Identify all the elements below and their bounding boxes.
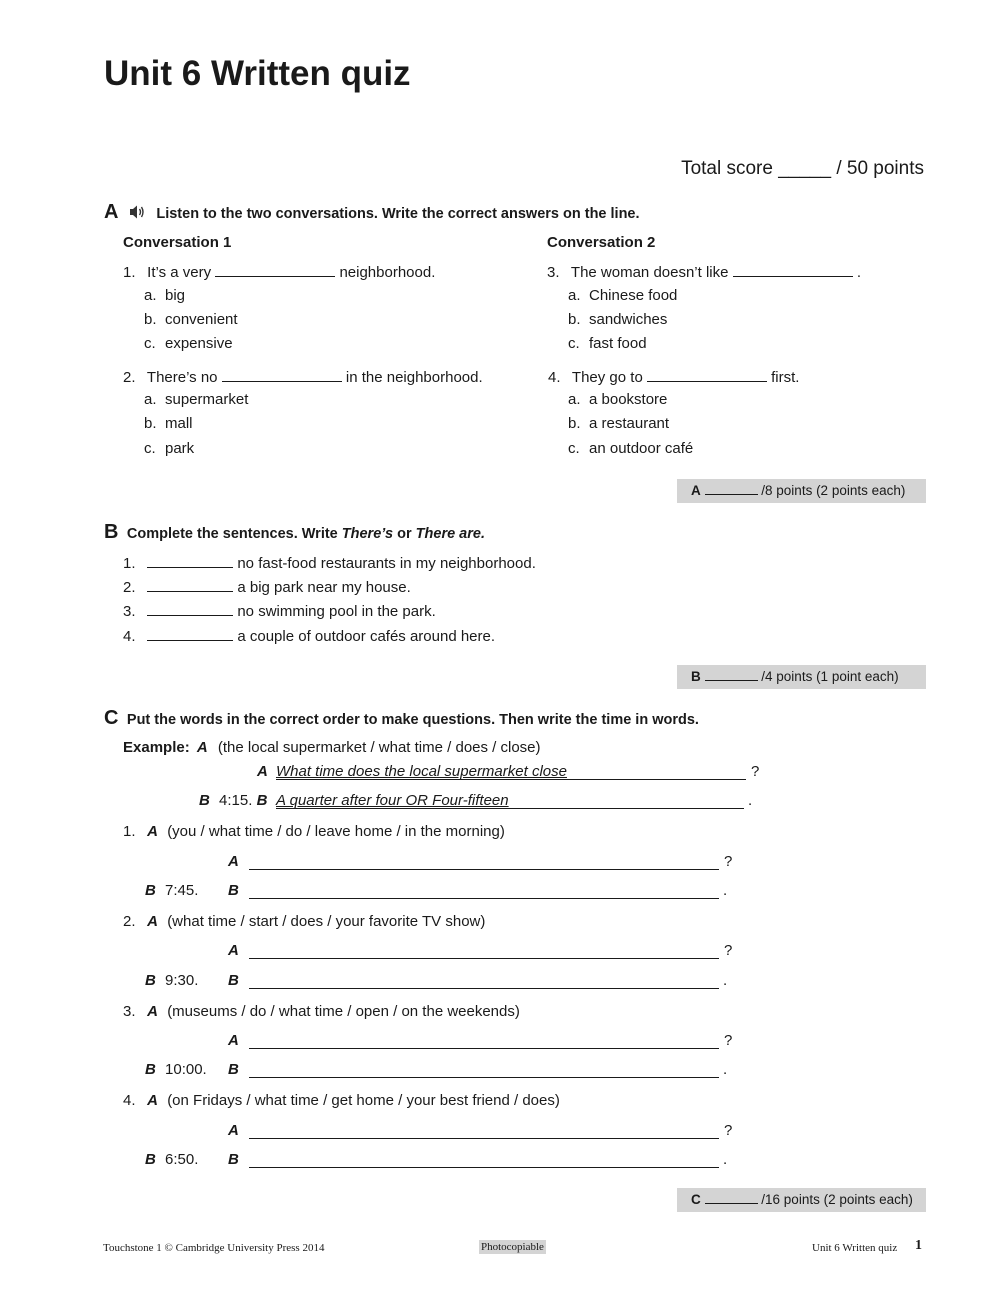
footer-unit: Unit 6 Written quiz: [812, 1242, 898, 1254]
option-b: b. sandwiches: [568, 311, 668, 328]
answer-line-b[interactable]: [249, 1167, 719, 1168]
question-text: .: [856, 264, 862, 281]
page-number: 1: [915, 1238, 922, 1253]
total-score: Total score _____ / 50 points: [681, 158, 924, 179]
score-blank[interactable]: [705, 480, 758, 495]
answer-blank[interactable]: [147, 626, 233, 641]
example-answer-a: A: [257, 763, 268, 780]
question-text: first.: [771, 369, 800, 386]
answer-b-time: B 9:30.: [145, 972, 199, 989]
question-text: There’s no: [146, 369, 218, 386]
option-a: a. Chinese food: [568, 287, 678, 304]
answer-b-label: B: [228, 1151, 239, 1168]
question-mark: ?: [724, 942, 733, 959]
question-mark: ?: [724, 853, 733, 870]
section-letter: B: [104, 521, 119, 543]
option-a: a. supermarket: [144, 391, 249, 408]
answer-line-b[interactable]: [249, 1077, 719, 1078]
question-2: [123, 367, 483, 386]
speaker-icon: [129, 204, 147, 225]
example-prompt: Example: A (the local supermarket / what time / does / close): [123, 739, 541, 756]
c-item-3-prompt: 3. A (museums / do / what time / open / on the weekends): [123, 1003, 520, 1020]
option-c: c. an outdoor café: [568, 440, 694, 457]
section-letter: A: [104, 201, 119, 223]
period: .: [748, 792, 753, 809]
answer-b-label: B: [228, 882, 239, 899]
answer-a-label: A: [228, 942, 239, 959]
section-a-score: A /8 points (2 points each): [677, 479, 926, 503]
option-c: c. fast food: [568, 335, 647, 352]
question-text: The woman doesn’t like: [570, 264, 729, 281]
question-number: 2.: [123, 369, 136, 386]
answer-a-label: A: [228, 1032, 239, 1049]
section-letter: C: [104, 707, 119, 729]
score-blank[interactable]: [705, 666, 758, 681]
answer-blank[interactable]: [147, 553, 233, 568]
answer-b-label: B: [228, 1061, 239, 1078]
option-a: a. big: [144, 287, 186, 304]
option-b: b. mall: [144, 415, 193, 432]
answer-b-time: B 7:45.: [145, 882, 199, 899]
answer-line-b[interactable]: [249, 988, 719, 989]
footer-photocopiable: Photocopiable: [481, 1241, 544, 1253]
answer-line: [276, 808, 744, 809]
answer-line: [276, 779, 746, 780]
question-mark: ?: [724, 1032, 733, 1049]
section-instruction: Listen to the two conversations. Write the correct answers on the line.: [156, 206, 640, 222]
section-c-score: C /16 points (2 points each): [677, 1188, 926, 1212]
footer-copyright: Touchstone 1 © Cambridge University Press 2014: [103, 1242, 325, 1254]
answer-blank[interactable]: [222, 367, 342, 382]
conversation-2-heading: Conversation 2: [547, 234, 656, 251]
page-title: Unit 6 Written quiz: [104, 54, 411, 93]
c-item-1-prompt: 1. A (you / what time / do / leave home / in the morning): [123, 823, 505, 840]
answer-blank[interactable]: [647, 367, 767, 382]
answer-b-time: B 6:50.: [145, 1151, 199, 1168]
answer-blank[interactable]: [147, 577, 233, 592]
section-b-score: B /4 points (1 point each): [677, 665, 926, 689]
question-text: in the neighborhood.: [345, 369, 483, 386]
answer-line-a[interactable]: [249, 1048, 719, 1049]
answer-line-a[interactable]: [249, 958, 719, 959]
example-answer-a-text: What time does the local supermarket close: [276, 763, 567, 780]
section-instruction: Put the words in the correct order to make questions. Then write the time in words.: [126, 712, 699, 728]
sentence-4: 4. a couple of outdoor cafés around here.: [123, 628, 496, 645]
question-mark: ?: [724, 1122, 733, 1139]
option-c: c. park: [144, 440, 195, 457]
question-text: neighborhood.: [339, 264, 436, 281]
example-answer-b-text: A quarter after four OR Four-fifteen: [276, 792, 509, 809]
answer-blank[interactable]: [147, 601, 233, 616]
c-item-2-prompt: 2. A (what time / start / does / your favorite TV show): [123, 913, 486, 930]
answer-line-a[interactable]: [249, 1138, 719, 1139]
score-blank[interactable]: [705, 1189, 758, 1204]
sentence-1: 1. no fast-food restaurants in my neighborhood.: [123, 555, 536, 572]
option-c: c. expensive: [144, 335, 233, 352]
sentence-3: 3. no swimming pool in the park.: [123, 603, 436, 620]
answer-line-a[interactable]: [249, 869, 719, 870]
period: .: [723, 1151, 728, 1168]
conversation-1-heading: Conversation 1: [123, 234, 232, 251]
answer-line-b[interactable]: [249, 898, 719, 899]
answer-b-time: B 10:00.: [145, 1061, 207, 1078]
sentence-2: 2. a big park near my house.: [123, 579, 411, 596]
option-a: a. a bookstore: [568, 391, 668, 408]
answer-b-label: B: [228, 972, 239, 989]
example-label: Example:: [123, 739, 190, 756]
option-b: b. convenient: [144, 311, 238, 328]
question-number: 1.: [123, 264, 136, 281]
answer-blank[interactable]: [215, 262, 335, 277]
question-number: 4.: [548, 369, 561, 386]
question-mark: ?: [751, 763, 760, 780]
period: .: [723, 972, 728, 989]
section-instruction: Complete the sentences. Write There’s or There are.: [126, 526, 485, 542]
period: .: [723, 1061, 728, 1078]
c-item-4-prompt: 4. A (on Fridays / what time / get home / your best friend / does): [123, 1092, 560, 1109]
answer-a-label: A: [228, 853, 239, 870]
question-text: They go to: [571, 369, 643, 386]
question-4: [548, 367, 799, 386]
question-1: [123, 262, 435, 281]
option-b: b. a restaurant: [568, 415, 670, 432]
section-b-header: [104, 521, 485, 544]
answer-blank[interactable]: [733, 262, 853, 277]
example-answer-b: B 4:15. B: [199, 792, 268, 809]
question-text: It’s a very: [147, 264, 212, 281]
question-3: [547, 262, 861, 281]
section-c-header: [104, 707, 699, 730]
section-a-header: [104, 201, 640, 225]
question-number: 3.: [547, 264, 560, 281]
period: .: [723, 882, 728, 899]
answer-a-label: A: [228, 1122, 239, 1139]
